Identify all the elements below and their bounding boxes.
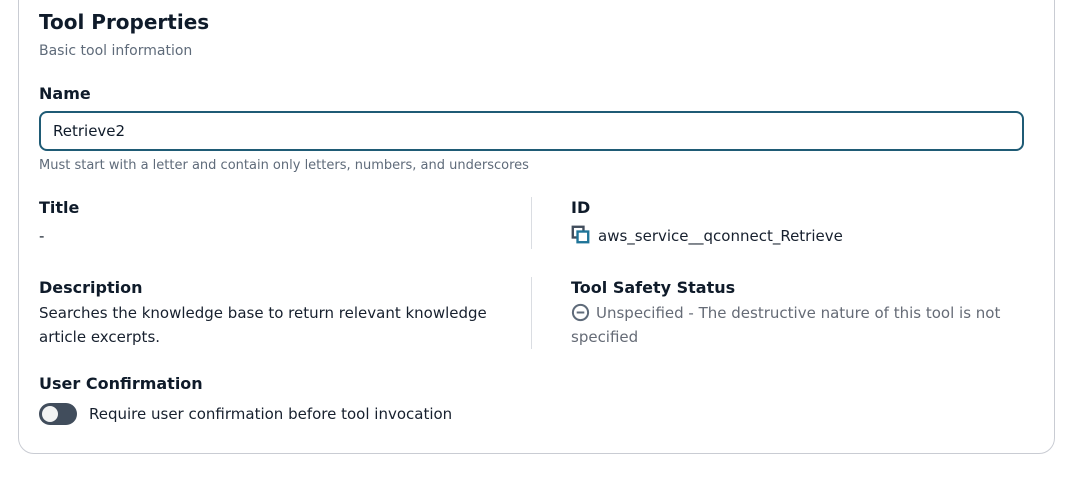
id-value-line (571, 223, 1022, 249)
user-confirmation-toggle[interactable] (39, 403, 77, 425)
name-label: Name (39, 84, 91, 103)
name-helper-text: Must start with a letter and contain only letters, numbers, and underscores (39, 158, 529, 173)
description-value: Searches the knowledge base to return relevant knowledge article excerpts. (39, 304, 487, 346)
title-id-row (39, 197, 1022, 249)
title-label: Title (39, 198, 80, 217)
user-confirmation-label: User Confirmation (39, 374, 203, 393)
user-confirmation-group (39, 373, 1022, 425)
name-input[interactable] (39, 111, 1024, 151)
panel-subtitle: Basic tool information (39, 43, 193, 59)
title-field-group (39, 197, 531, 249)
toggle-knob (42, 406, 58, 422)
title-value: - (39, 227, 45, 245)
description-label: Description (39, 278, 143, 297)
user-confirmation-toggle-label: Require user confirmation before tool invocation (89, 405, 453, 423)
minus-circle-icon (571, 304, 596, 322)
safety-status-text: Unspecified - The destructive nature of this tool is not specified (571, 304, 1001, 346)
id-value: aws_service__qconnect_Retrieve (598, 227, 843, 245)
id-label: ID (571, 198, 591, 217)
panel-title: Tool Properties (39, 10, 210, 34)
id-field-group (531, 197, 1022, 249)
safety-field-group (531, 277, 1022, 349)
description-field-group (39, 277, 531, 349)
name-field-group (39, 83, 1022, 175)
safety-status-line (571, 301, 1009, 349)
copy-id-button[interactable] (571, 225, 590, 247)
user-confirmation-row (39, 403, 1022, 425)
copy-icon (571, 225, 590, 247)
tool-properties-panel (18, 0, 1055, 454)
safety-label: Tool Safety Status (571, 278, 736, 297)
description-safety-row (39, 277, 1022, 349)
